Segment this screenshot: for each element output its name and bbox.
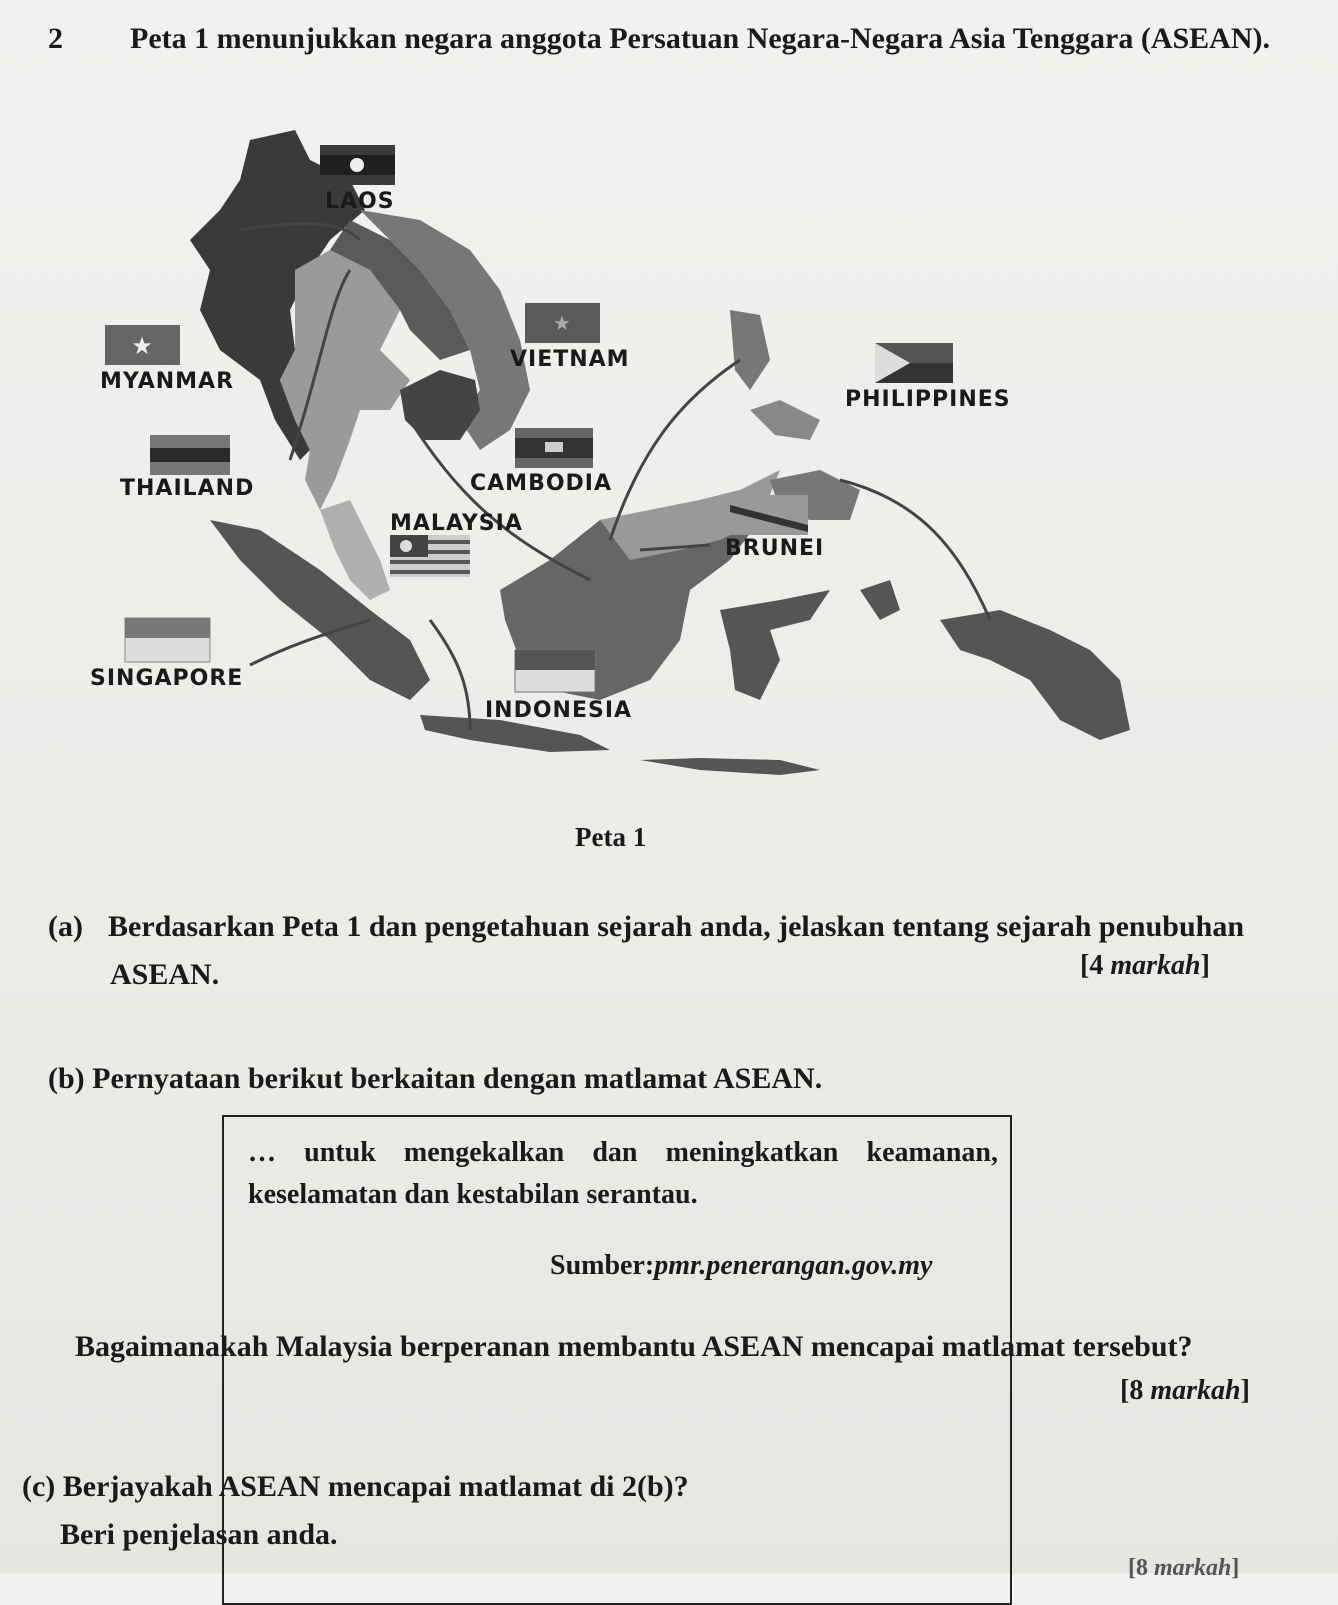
vietnam-flag-icon <box>525 303 600 343</box>
part-b-marks-open: [8 <box>1120 1375 1151 1406</box>
label-brunei: BRUNEI <box>725 536 825 561</box>
indonesia-flag-icon <box>515 650 595 692</box>
part-b-ask: Bagaimanakah Malaysia berperanan membantu ASEAN mencapai matlamat tersebut? <box>75 1330 1193 1363</box>
svg-text:★: ★ <box>131 334 153 360</box>
laos-flag-icon <box>320 145 395 185</box>
label-vietnam: VIETNAM <box>510 347 630 372</box>
part-c-label: (c) <box>22 1470 56 1503</box>
label-philippines: PHILIPPINES <box>845 387 1011 412</box>
source-url: pmr.penerangan.gov.my <box>654 1250 933 1281</box>
philippines-flag-icon <box>875 343 953 383</box>
part-c-marks-open: [8 <box>1128 1555 1154 1581</box>
philippines-visayas-shape <box>750 400 820 440</box>
connector-indonesia <box>430 620 470 730</box>
part-c-text-line1: Berjayakah ASEAN mencapai matlamat di 2(b)? <box>62 1470 689 1503</box>
moluccas-shape <box>860 580 900 620</box>
sulawesi-shape <box>720 590 830 700</box>
part-a-marks-open: [4 <box>1080 950 1111 981</box>
brunei-flag-icon <box>730 495 808 535</box>
part-b-text: Pernyataan berikut berkaitan dengan matlamat ASEAN. <box>92 1062 823 1095</box>
nusa-tenggara-shape <box>640 758 820 775</box>
part-a-text-line1: Berdasarkan Peta 1 dan pengetahuan sejarah anda, jelaskan tentang sejarah penubuhan <box>108 910 1245 943</box>
singapore-flag-icon <box>125 618 210 662</box>
label-singapore: SINGAPORE <box>90 666 244 691</box>
papua-shape <box>940 610 1130 740</box>
philippines-luzon-shape <box>730 310 770 390</box>
part-a-question <box>48 910 1278 944</box>
question-intro: Peta 1 menunjukkan negara anggota Persatuan Negara-Negara Asia Tenggara (ASEAN). <box>130 22 1270 55</box>
connector-philippines <box>840 480 990 620</box>
part-b-question <box>48 1062 822 1096</box>
label-malaysia: MALAYSIA <box>390 511 523 536</box>
part-a-label: (a) <box>48 910 83 943</box>
cambodia-flag-icon <box>515 428 593 468</box>
label-thailand: THAILAND <box>120 476 255 501</box>
part-b-marks-close: ] <box>1240 1375 1250 1406</box>
part-c-marks-close: ] <box>1231 1555 1240 1581</box>
label-myanmar: MYANMAR <box>100 369 235 394</box>
svg-text:★: ★ <box>553 313 571 335</box>
part-b-marks-word: markah <box>1150 1375 1241 1406</box>
part-b-label: (b) <box>48 1062 85 1095</box>
malaysia-flag-icon <box>390 535 470 577</box>
thailand-flag-icon <box>150 435 230 475</box>
asean-map <box>80 120 1160 820</box>
map-caption: Peta 1 <box>575 822 647 852</box>
myanmar-flag-icon <box>105 325 180 365</box>
part-c-marks <box>1128 1555 1239 1582</box>
question-number: 2 <box>48 22 63 55</box>
quote-source <box>550 1250 932 1282</box>
part-c-text-line2: Beri penjelasan anda. <box>60 1518 338 1551</box>
quote-text: … untuk mengekalkan dan meningkatkan keamanan, keselamatan dan kestabilan serantau. <box>248 1137 998 1210</box>
part-a-text-line2: ASEAN. <box>110 958 220 991</box>
part-a-marks <box>1080 950 1210 982</box>
part-a-marks-word: markah <box>1110 950 1201 981</box>
part-c-marks-word: markah <box>1154 1555 1232 1581</box>
label-indonesia: INDONESIA <box>485 698 633 723</box>
source-label: Sumber: <box>550 1250 655 1281</box>
part-c-question <box>22 1470 689 1504</box>
part-b-marks <box>1120 1375 1250 1407</box>
part-a-marks-close: ] <box>1200 950 1210 981</box>
label-laos: LAOS <box>325 189 395 214</box>
label-cambodia: CAMBODIA <box>470 471 613 496</box>
